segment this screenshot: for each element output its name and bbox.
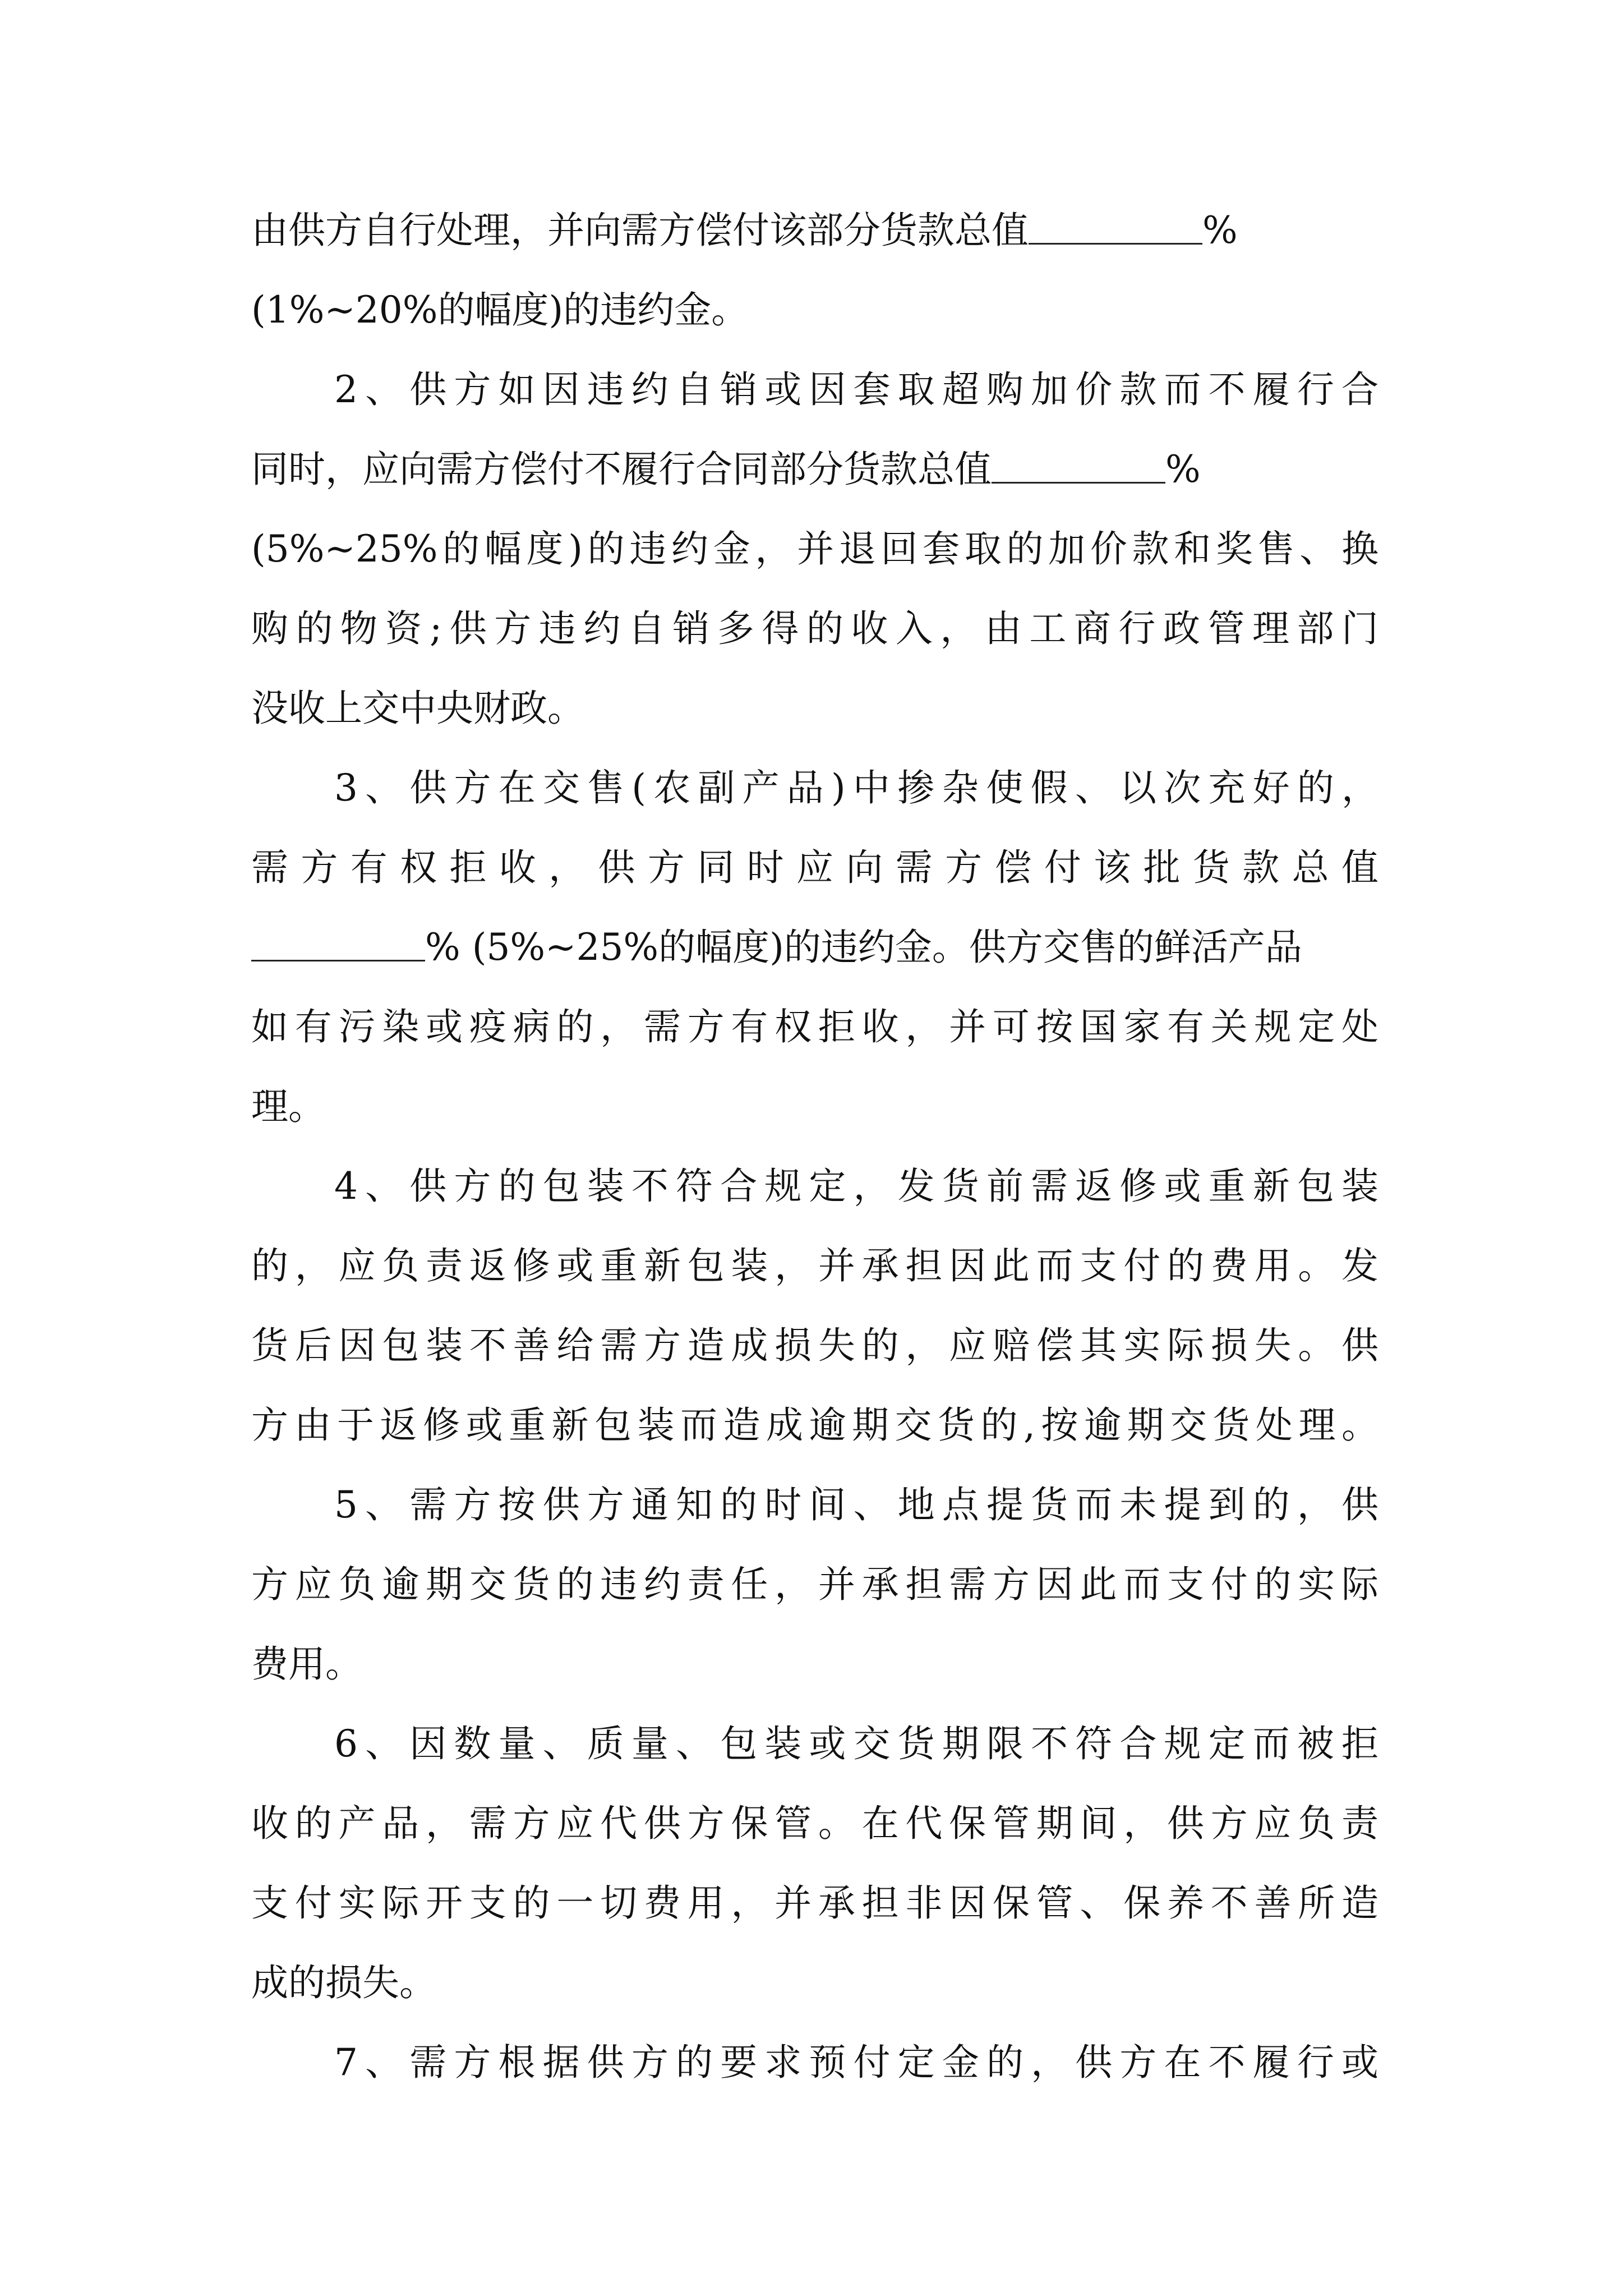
text-line: 如有污染或疫病的，需方有权拒收，并可按国家有关规定处 — [251, 1005, 1378, 1048]
blank-field[interactable] — [251, 927, 425, 961]
text-line: 方由于返修或重新包装而造成逾期交货的,按逾期交货处理。 — [251, 1404, 1378, 1447]
text-line: (1%~20%的幅度)的违约金。 — [251, 288, 749, 332]
text-line — [251, 191, 1378, 270]
text-segment: 由供方自行处理，并向需方偿付该部分货款总值 — [251, 209, 1029, 252]
paragraph-start-line: 2、供方如因违约自销或因套取超购加价款而不履行合 — [334, 368, 1378, 411]
text-line: 购的物资;供方违约自销多得的收入，由工商行政管理部门 — [251, 607, 1378, 650]
text-line: 没收上交中央财政。 — [251, 687, 584, 730]
text-line: 需方有权拒收，供方同时应向需方偿付该批货款总值 — [251, 846, 1378, 889]
paragraph-start-line: 6、因数量、质量、包装或交货期限不符合规定而被拒 — [334, 1722, 1378, 1765]
text-line: (5%~25%的幅度)的违约金，并退回套取的加价款和奖售、换 — [251, 527, 1378, 570]
text-line: 费用。 — [251, 1642, 362, 1686]
text-segment: % — [1202, 209, 1238, 252]
text-line: 支付实际开支的一切费用，并承担非因保管、保养不善所造 — [251, 1881, 1378, 1925]
text-segment: % — [1165, 448, 1201, 491]
text-segment: 同时，应向需方偿付不履行合同部分货款总值 — [251, 448, 992, 491]
blank-field[interactable] — [992, 449, 1165, 484]
text-line — [251, 908, 1378, 987]
text-line — [251, 430, 1378, 509]
blank-field[interactable] — [1029, 210, 1202, 245]
text-line: 货后因包装不善给需方造成损失的，应赔偿其实际损失。供 — [251, 1324, 1378, 1367]
paragraph-start-line: 3、供方在交售(农副产品)中掺杂使假、以次充好的， — [334, 766, 1378, 809]
text-line: 方应负逾期交货的违约责任，并承担需方因此而支付的实际 — [251, 1563, 1378, 1606]
paragraph-start-line: 5、需方按供方通知的时间、地点提货而未提到的，供 — [334, 1483, 1378, 1526]
text-segment: % (5%~25%的幅度)的违约金。供方交售的鲜活产品 — [425, 926, 1302, 969]
text-line: 收的产品，需方应代供方保管。在代保管期间，供方应负责 — [251, 1802, 1378, 1845]
text-line: 成的损失。 — [251, 1961, 436, 2004]
paragraph-start-line: 7、需方根据供方的要求预付定金的，供方在不履行或 — [334, 2041, 1378, 2084]
text-line: 的，应负责返修或重新包装，并承担因此而支付的费用。发 — [251, 1244, 1378, 1287]
text-line: 理。 — [251, 1085, 325, 1128]
paragraph-start-line: 4、供方的包装不符合规定，发货前需返修或重新包装 — [334, 1165, 1378, 1208]
